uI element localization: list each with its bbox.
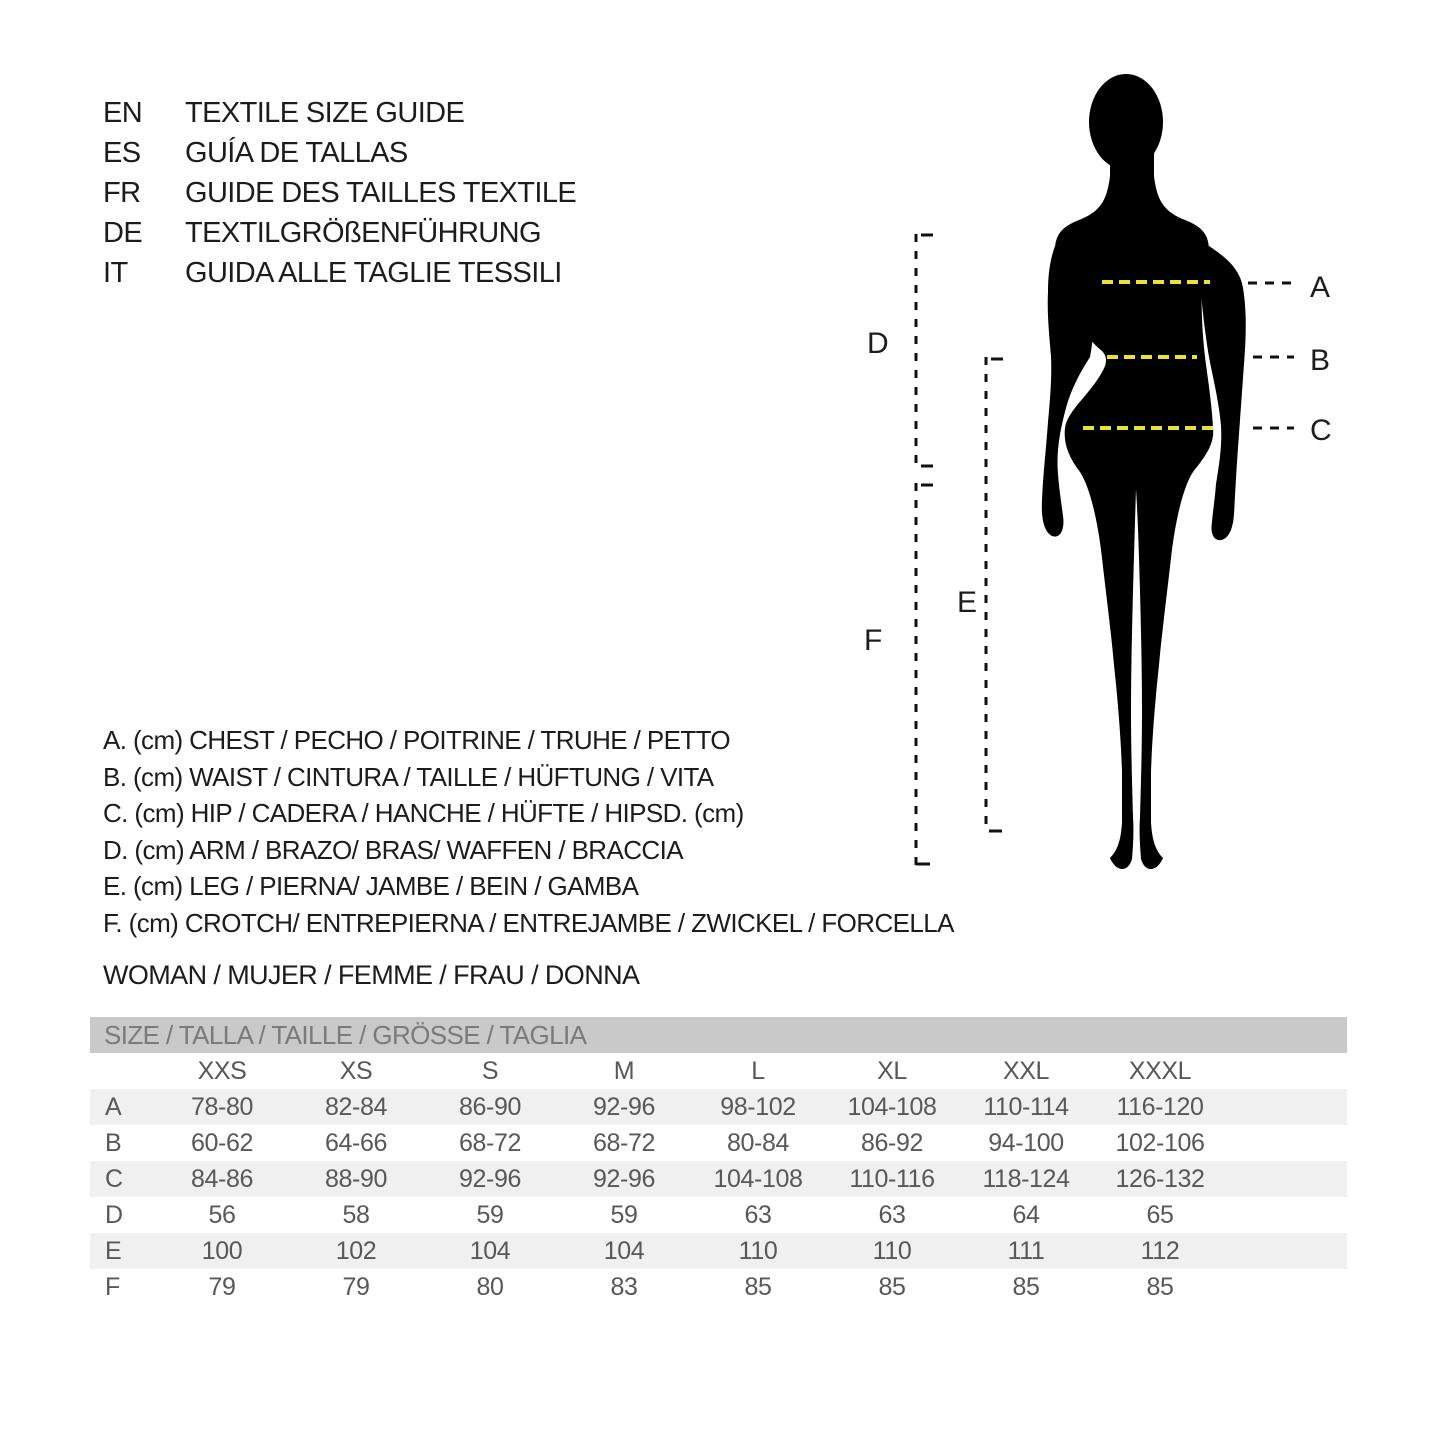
table-cell: 118-124	[982, 1165, 1070, 1193]
table-cell: 63	[744, 1201, 772, 1229]
label-D: D	[867, 327, 889, 360]
label-A: A	[1310, 271, 1330, 304]
table-cell: 78-80	[191, 1093, 253, 1121]
language-code: FR	[103, 176, 141, 209]
table-cell: 104-108	[713, 1165, 803, 1193]
language-row	[103, 173, 576, 213]
column-header: XXS	[197, 1057, 247, 1085]
table-cell: 80	[476, 1273, 504, 1301]
table-cell: 102-106	[1115, 1129, 1205, 1157]
table-cell: 126-132	[1115, 1165, 1205, 1193]
table-cell: 79	[342, 1273, 370, 1301]
language-code: IT	[103, 256, 128, 289]
table-cell: 82-84	[325, 1093, 387, 1121]
legend-line-arm: D. (cm) ARM / BRAZO/ BRAS/ WAFFEN / BRACCIA	[103, 834, 683, 865]
table-cell: 110	[738, 1237, 778, 1265]
table-row-waist	[90, 1125, 1347, 1161]
table-cell: 64-66	[325, 1129, 387, 1157]
table-row-leg	[90, 1233, 1347, 1269]
language-code: EN	[103, 96, 143, 129]
table-cell: 83	[610, 1273, 638, 1301]
table-row-chest	[90, 1089, 1347, 1125]
table-cell: 60-62	[191, 1129, 253, 1157]
figure-left-arm	[1042, 245, 1093, 536]
table-cell: 110-116	[849, 1165, 935, 1193]
size-table	[90, 1053, 1347, 1305]
table-cell: 80-84	[727, 1129, 789, 1157]
table-cell: 92-96	[593, 1165, 655, 1193]
row-label: E	[105, 1237, 122, 1265]
table-cell: 68-72	[459, 1129, 521, 1157]
table-cell: 59	[610, 1201, 638, 1229]
table-cell: 94-100	[988, 1129, 1064, 1157]
legend-line-crotch: F. (cm) CROTCH/ ENTREPIERNA / ENTREJAMBE / ZWICKEL / FORCELLA	[103, 907, 954, 938]
language-row	[103, 133, 576, 173]
label-C: C	[1310, 414, 1332, 447]
guide-title: GUIDE DES TAILLES TEXTILE	[185, 176, 577, 209]
table-cell: 63	[878, 1201, 906, 1229]
size-table-header-bar: SIZE / TALLA / TAILLE / GRÖSSE / TAGLIA	[90, 1017, 1347, 1053]
table-row-hip	[90, 1161, 1347, 1197]
table-row-arm	[90, 1197, 1347, 1233]
language-row	[103, 253, 576, 293]
label-B: B	[1310, 344, 1330, 377]
table-cell: 104	[603, 1237, 645, 1265]
language-title-list	[103, 93, 576, 293]
table-cell: 110-114	[983, 1093, 1069, 1121]
table-cell: 85	[1146, 1273, 1174, 1301]
table-cell: 84-86	[191, 1165, 253, 1193]
table-cell: 85	[878, 1273, 906, 1301]
body-measurement-figure	[850, 60, 1360, 900]
figure-body	[1055, 152, 1213, 869]
guide-title: GUIDA ALLE TAGLIE TESSILI	[185, 256, 562, 289]
table-cell: 112	[1140, 1237, 1180, 1265]
table-cell: 110	[872, 1237, 912, 1265]
table-cell: 86-92	[861, 1129, 923, 1157]
language-row	[103, 213, 576, 253]
label-F: F	[864, 624, 882, 657]
column-header: XS	[339, 1057, 373, 1085]
table-cell: 86-90	[459, 1093, 521, 1121]
label-E: E	[957, 586, 977, 619]
measurement-legend	[103, 722, 954, 941]
table-cell: 59	[476, 1201, 504, 1229]
language-code: ES	[103, 136, 141, 169]
table-cell: 56	[208, 1201, 236, 1229]
row-label: C	[105, 1165, 123, 1193]
row-label: F	[105, 1273, 120, 1301]
column-header: L	[751, 1057, 765, 1085]
guide-title: GUÍA DE TALLAS	[185, 136, 408, 169]
table-cell: 58	[342, 1201, 370, 1229]
column-header: S	[481, 1057, 499, 1085]
legend-line-chest: A. (cm) CHEST / PECHO / POITRINE / TRUHE / PETTO	[103, 725, 731, 755]
column-header: M	[613, 1057, 635, 1085]
legend-line-leg: E. (cm) LEG / PIERNA/ JAMBE / BEIN / GAMBA	[103, 871, 639, 901]
table-cell: 65	[1146, 1201, 1174, 1229]
legend-line-waist: B. (cm) WAIST / CINTURA / TAILLE / HÜFTUNG / VITA	[103, 761, 714, 792]
guide-title: TEXTILGRÖßENFÜHRUNG	[185, 216, 541, 249]
table-row-crotch	[90, 1269, 1347, 1305]
table-cell: 100	[201, 1237, 243, 1265]
column-header: XL	[877, 1057, 907, 1085]
table-cell: 92-96	[593, 1093, 655, 1121]
gender-heading: WOMAN / MUJER / FEMME / FRAU / DONNA	[103, 960, 640, 990]
table-cell: 116-120	[1116, 1093, 1204, 1121]
table-cell: 79	[208, 1273, 236, 1301]
table-cell: 64	[1012, 1201, 1040, 1229]
table-cell: 68-72	[593, 1129, 655, 1157]
empty-corner-cell	[90, 1053, 155, 1089]
row-label: D	[105, 1201, 123, 1229]
table-cell: 104-108	[847, 1093, 937, 1121]
table-cell: 85	[744, 1273, 772, 1301]
column-header: XXL	[1002, 1057, 1050, 1085]
size-table-column-header-row	[90, 1053, 1347, 1089]
table-cell: 88-90	[325, 1165, 387, 1193]
row-label: A	[105, 1093, 122, 1121]
table-cell: 111	[1007, 1237, 1045, 1265]
row-label: B	[105, 1129, 122, 1157]
table-cell: 92-96	[459, 1165, 521, 1193]
column-header: XXXL	[1128, 1057, 1192, 1085]
table-cell: 85	[1012, 1273, 1040, 1301]
guide-title: TEXTILE SIZE GUIDE	[185, 96, 465, 129]
legend-line-hip: C. (cm) HIP / CADERA / HANCHE / HÜFTE / HIPSD. (cm)	[103, 798, 744, 828]
table-cell: 98-102	[720, 1093, 796, 1121]
table-cell: 102	[335, 1237, 377, 1265]
language-code: DE	[103, 216, 143, 249]
language-row	[103, 93, 576, 133]
table-cell: 104	[469, 1237, 511, 1265]
